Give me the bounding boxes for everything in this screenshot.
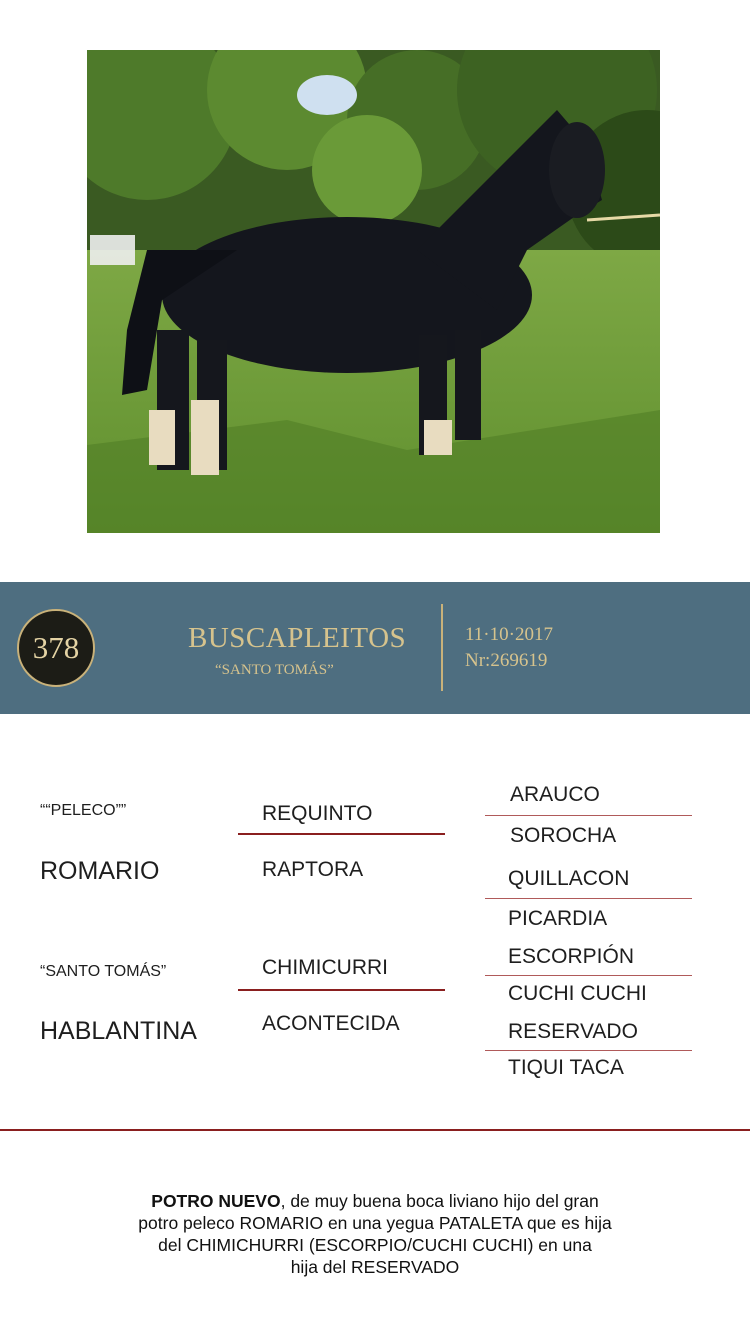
horse-description [95,1190,655,1278]
sire-breeder: ““PELECO”” [40,802,127,819]
description-line-1 [95,1190,655,1212]
ancestor-g3: PICARDIA [508,907,608,930]
sire-dam: RAPTORA [262,858,364,881]
ancestor-g3: RESERVADO [508,1020,638,1043]
dam-name: HABLANTINA [40,1017,197,1045]
horse-breeder: “SANTO TOMÁS” [215,662,334,678]
horse-name: BUSCAPLEITOS [188,622,407,654]
ancestor-g3: TIQUI TACA [508,1056,624,1079]
pedigree-divider [485,1050,692,1051]
description-line-3: del CHIMICHURRI (ESCORPIO/CUCHI CUCHI) en una [158,1235,592,1255]
description-text: , de muy buena boca liviano hijo del gran [280,1191,599,1211]
ancestor-g3: ARAUCO [510,783,600,806]
banner-divider [441,604,443,691]
horse-photo-illustration [87,50,660,533]
birth-date: 11·10·2017 [465,624,553,645]
ancestor-g3: CUCHI CUCHI [508,982,647,1005]
pedigree-divider [485,898,692,899]
horse-photo [87,50,660,533]
pedigree-divider [238,833,445,835]
pedigree-divider [238,989,445,991]
ancestor-g3: ESCORPIÓN [508,945,635,968]
sire-sire: REQUINTO [262,802,373,825]
ancestor-g3: QUILLACON [508,867,630,890]
description-lead: POTRO NUEVO [151,1191,281,1211]
dam-sire: CHIMICURRI [262,956,388,979]
dam-dam: ACONTECIDA [262,1012,400,1035]
registration-number: Nr:269619 [465,650,548,671]
description-line-4: hija del RESERVADO [290,1257,460,1277]
pedigree-divider [485,815,692,816]
ancestor-g3: SOROCHA [510,824,617,847]
lot-banner [0,582,750,714]
section-divider [0,1129,750,1131]
dam-breeder: “SANTO TOMÁS” [40,963,167,980]
sire-name: ROMARIO [40,857,160,885]
description-line-2: potro peleco ROMARIO en una yegua PATALETA que es hija [138,1213,612,1233]
pedigree-divider [485,975,692,976]
lot-number-badge: 378 [17,609,95,687]
